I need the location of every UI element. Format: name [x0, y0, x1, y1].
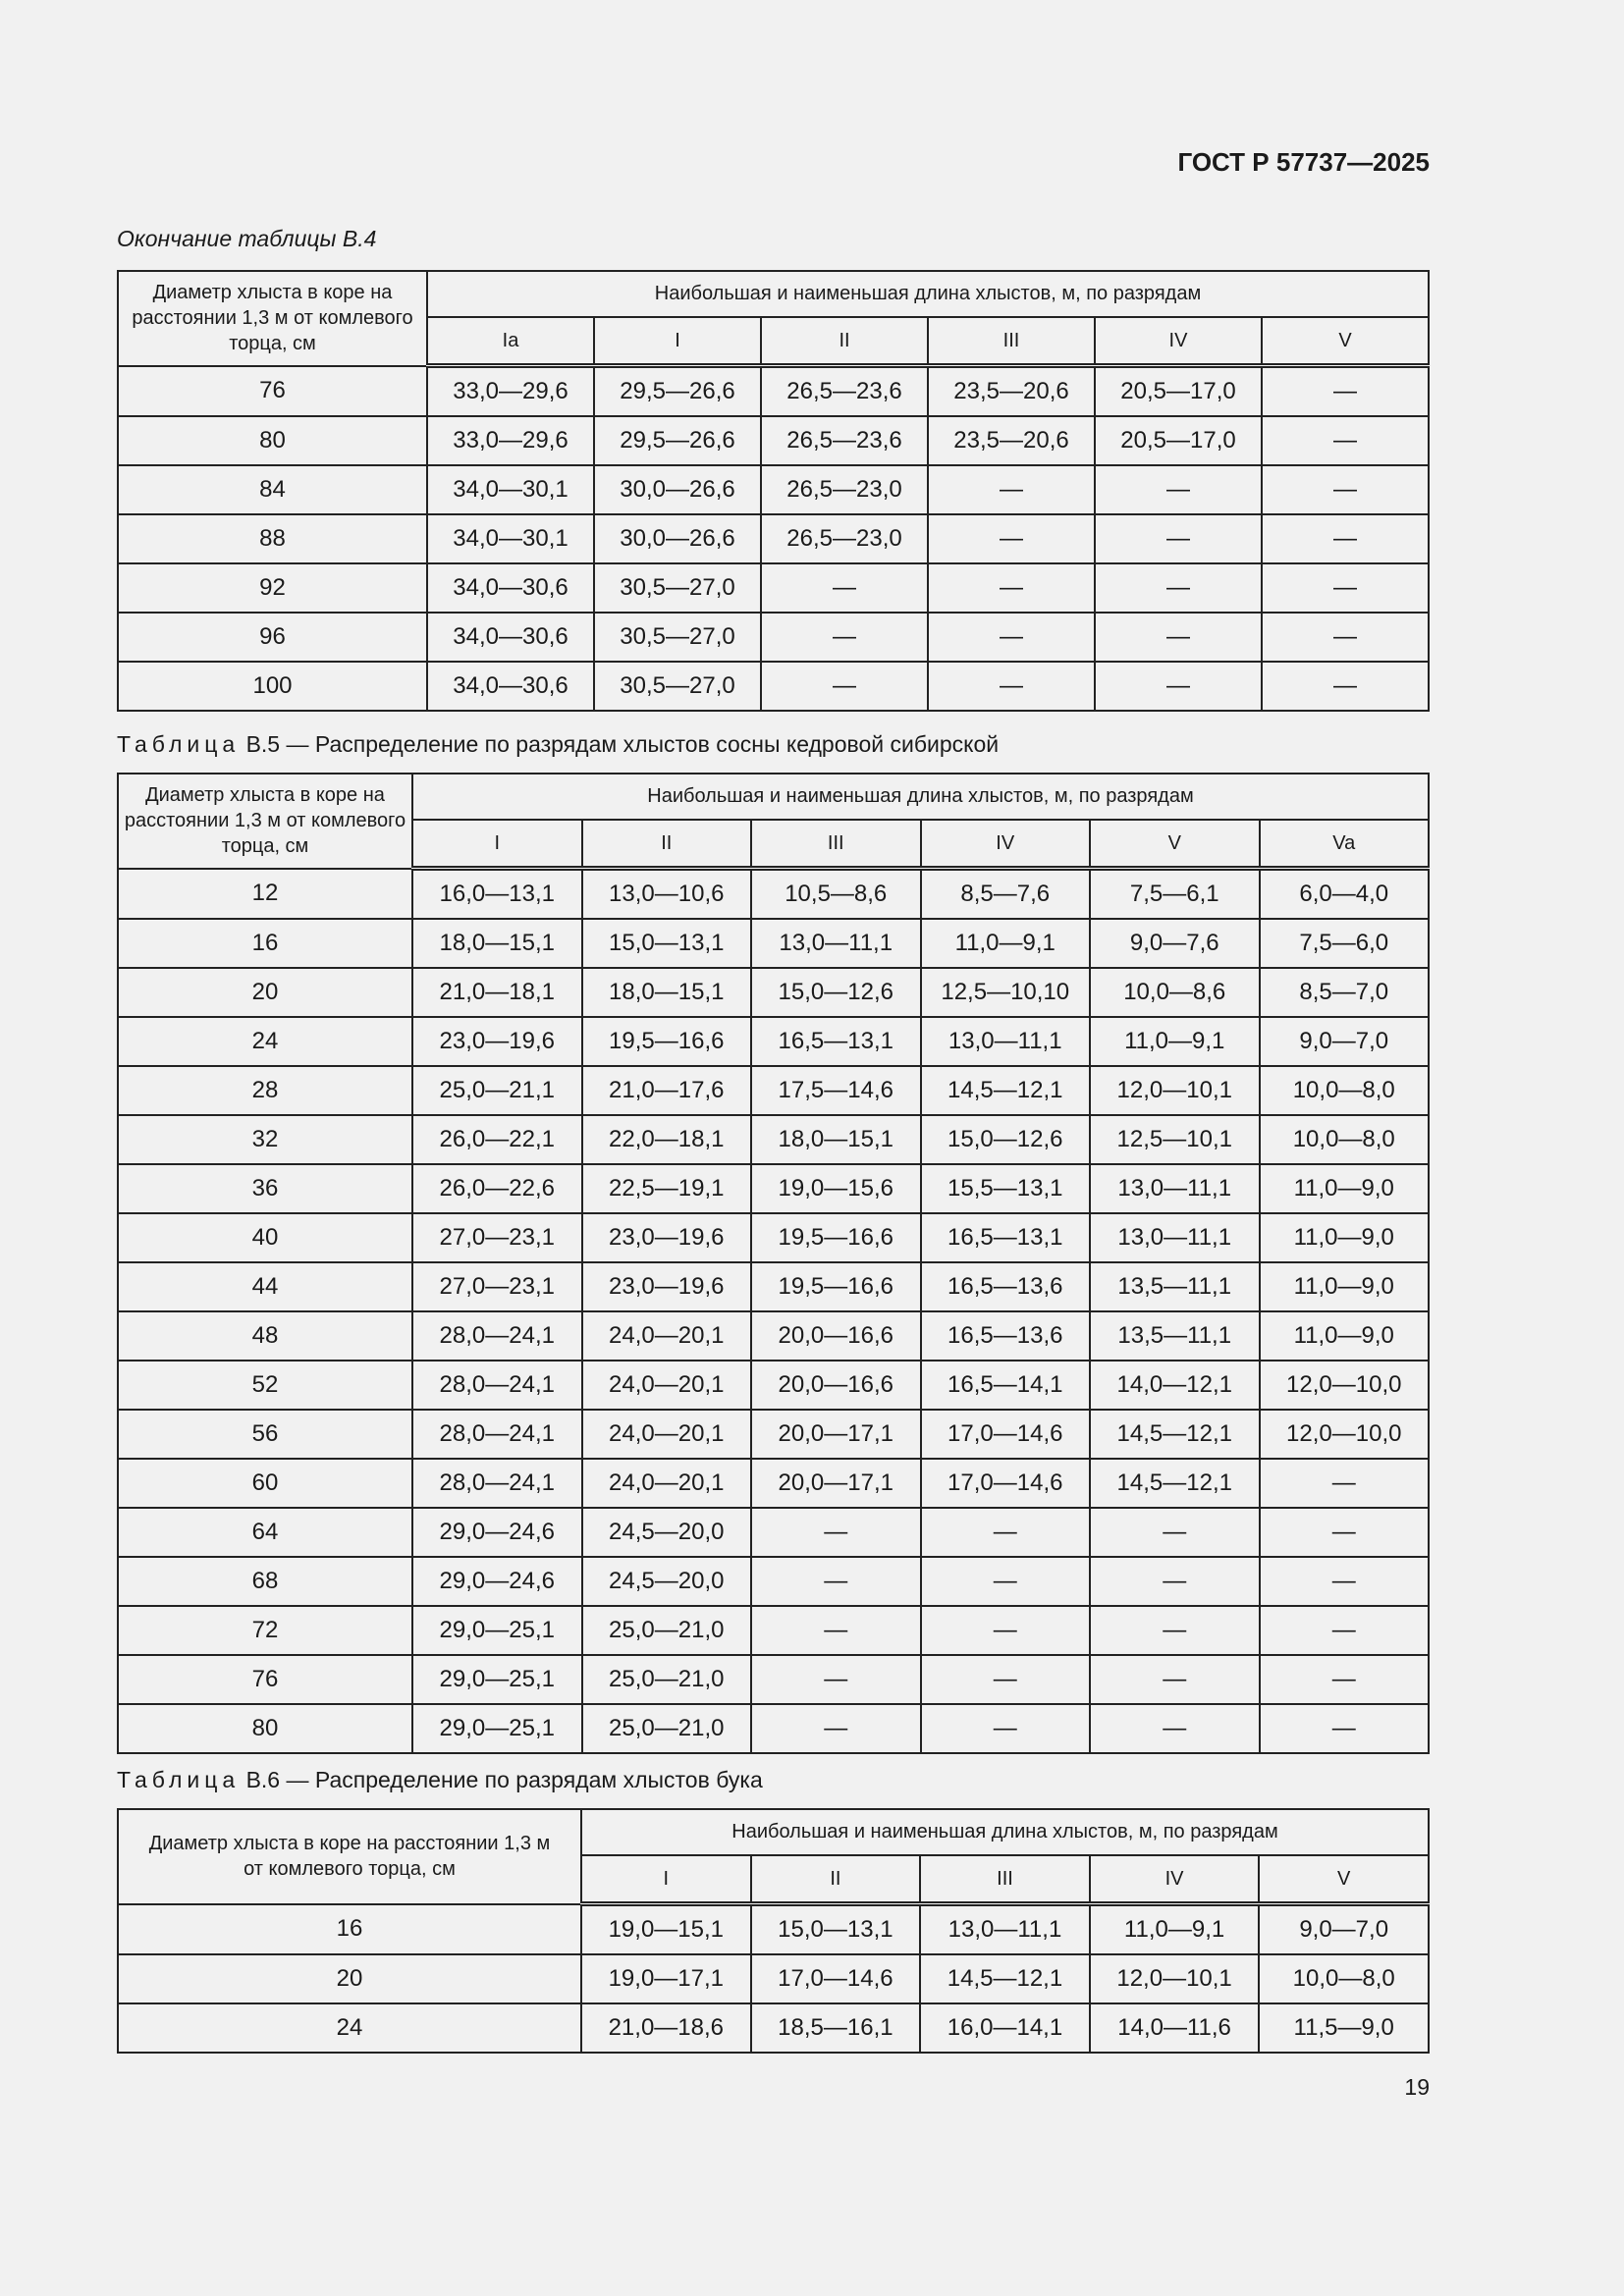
- length-range-cell: 26,5—23,0: [761, 514, 928, 563]
- length-range-cell: 19,0—15,6: [751, 1164, 921, 1213]
- diameter-cell: 64: [118, 1508, 412, 1557]
- length-range-cell: —: [1090, 1704, 1260, 1753]
- length-range-cell: 14,5—12,1: [1090, 1410, 1260, 1459]
- diameter-cell: 72: [118, 1606, 412, 1655]
- length-range-cell: 7,5—6,0: [1260, 919, 1430, 968]
- length-range-cell: —: [751, 1606, 921, 1655]
- length-range-cell: 11,0—9,0: [1260, 1311, 1430, 1361]
- grade-header: Va: [1260, 820, 1430, 869]
- length-range-cell: 23,5—20,6: [928, 366, 1095, 417]
- length-range-cell: 29,0—24,6: [412, 1557, 582, 1606]
- diameter-cell: 76: [118, 366, 427, 417]
- length-range-cell: —: [1262, 416, 1429, 465]
- length-range-cell: 26,5—23,6: [761, 366, 928, 417]
- length-range-cell: 26,0—22,1: [412, 1115, 582, 1164]
- length-range-cell: 24,0—20,1: [582, 1410, 752, 1459]
- length-range-cell: 27,0—23,1: [412, 1213, 582, 1262]
- length-range-cell: 20,5—17,0: [1095, 366, 1262, 417]
- length-range-cell: 10,0—8,0: [1260, 1115, 1430, 1164]
- length-range-cell: —: [761, 563, 928, 613]
- grade-header: I: [412, 820, 582, 869]
- length-range-cell: 29,0—25,1: [412, 1606, 582, 1655]
- length-range-cell: 11,0—9,0: [1260, 1213, 1430, 1262]
- table-row: [118, 869, 1429, 920]
- diameter-cell: 36: [118, 1164, 412, 1213]
- length-range-cell: 23,0—19,6: [582, 1213, 752, 1262]
- diameter-cell: 100: [118, 662, 427, 711]
- diameter-cell: 52: [118, 1361, 412, 1410]
- table-b6-caption: [117, 1767, 763, 1793]
- length-range-cell: —: [1095, 662, 1262, 711]
- length-range-cell: —: [1262, 662, 1429, 711]
- length-span-header: Наибольшая и наименьшая длина хлыстов, м, по разрядам: [412, 774, 1429, 820]
- table-b4-caption: Окончание таблицы В.4: [117, 226, 377, 251]
- grade-header: II: [761, 317, 928, 366]
- grade-header: IV: [921, 820, 1091, 869]
- table-b4: [117, 270, 1430, 712]
- length-range-cell: 18,0—15,1: [751, 1115, 921, 1164]
- length-range-cell: 11,0—9,1: [1090, 1904, 1260, 1955]
- length-range-cell: 18,0—15,1: [582, 968, 752, 1017]
- page-number: 19: [1404, 2074, 1430, 2100]
- length-range-cell: 17,5—14,6: [751, 1066, 921, 1115]
- table-row: [118, 1361, 1429, 1410]
- length-span-header: Наибольшая и наименьшая длина хлыстов, м, по разрядам: [581, 1809, 1429, 1855]
- length-range-cell: —: [1260, 1508, 1430, 1557]
- grade-header: V: [1259, 1855, 1429, 1904]
- length-range-cell: —: [1262, 563, 1429, 613]
- length-range-cell: 11,0—9,0: [1260, 1262, 1430, 1311]
- length-range-cell: 24,0—20,1: [582, 1311, 752, 1361]
- grade-header: I: [594, 317, 761, 366]
- length-range-cell: 18,0—15,1: [412, 919, 582, 968]
- length-range-cell: 20,5—17,0: [1095, 416, 1262, 465]
- length-range-cell: 20,0—16,6: [751, 1311, 921, 1361]
- length-range-cell: 34,0—30,6: [427, 563, 594, 613]
- length-range-cell: 30,0—26,6: [594, 514, 761, 563]
- length-range-cell: —: [1260, 1655, 1430, 1704]
- length-range-cell: 30,5—27,0: [594, 613, 761, 662]
- length-range-cell: 29,0—24,6: [412, 1508, 582, 1557]
- length-range-cell: 16,0—14,1: [920, 2003, 1090, 2053]
- length-range-cell: 16,5—13,6: [921, 1311, 1091, 1361]
- length-range-cell: 14,0—12,1: [1090, 1361, 1260, 1410]
- grade-header: III: [920, 1855, 1090, 1904]
- length-range-cell: —: [1262, 465, 1429, 514]
- table-row: [118, 1311, 1429, 1361]
- length-range-cell: 23,0—19,6: [412, 1017, 582, 1066]
- length-range-cell: 23,0—19,6: [582, 1262, 752, 1311]
- length-range-cell: 15,0—12,6: [921, 1115, 1091, 1164]
- length-range-cell: 11,0—9,0: [1260, 1164, 1430, 1213]
- length-range-cell: 19,0—17,1: [581, 1954, 751, 2003]
- length-range-cell: 17,0—14,6: [921, 1459, 1091, 1508]
- diameter-cell: 32: [118, 1115, 412, 1164]
- length-range-cell: —: [921, 1704, 1091, 1753]
- length-range-cell: 13,0—11,1: [1090, 1164, 1260, 1213]
- diameter-cell: 60: [118, 1459, 412, 1508]
- length-range-cell: —: [1260, 1459, 1430, 1508]
- grade-header: I: [581, 1855, 751, 1904]
- length-range-cell: 29,0—25,1: [412, 1655, 582, 1704]
- table-row: [118, 1606, 1429, 1655]
- diameter-cell: 76: [118, 1655, 412, 1704]
- length-range-cell: 28,0—24,1: [412, 1311, 582, 1361]
- diameter-cell: 28: [118, 1066, 412, 1115]
- table-row: [118, 1066, 1429, 1115]
- table-row: [118, 1262, 1429, 1311]
- caption-text: В.5 — Распределение по разрядам хлыстов сосны кедровой сибирской: [245, 731, 1000, 757]
- table-row: [118, 465, 1429, 514]
- length-range-cell: 13,0—11,1: [1090, 1213, 1260, 1262]
- length-range-cell: 26,0—22,6: [412, 1164, 582, 1213]
- grade-header: II: [751, 1855, 921, 1904]
- length-range-cell: 13,0—11,1: [921, 1017, 1091, 1066]
- length-range-cell: 12,0—10,0: [1260, 1410, 1430, 1459]
- length-range-cell: 28,0—24,1: [412, 1410, 582, 1459]
- table-row: [118, 1164, 1429, 1213]
- table-row: [118, 662, 1429, 711]
- diameter-cell: 24: [118, 2003, 581, 2053]
- length-range-cell: 26,5—23,6: [761, 416, 928, 465]
- table-row: [118, 1655, 1429, 1704]
- table-b5-caption: [117, 731, 999, 758]
- table-row: [118, 968, 1429, 1017]
- diameter-cell: 16: [118, 1904, 581, 1955]
- length-range-cell: 10,5—8,6: [751, 869, 921, 920]
- length-range-cell: 15,0—13,1: [582, 919, 752, 968]
- length-range-cell: —: [928, 662, 1095, 711]
- table-row: [118, 2003, 1429, 2053]
- table-row: [118, 416, 1429, 465]
- length-range-cell: 12,0—10,0: [1260, 1361, 1430, 1410]
- length-range-cell: 34,0—30,1: [427, 465, 594, 514]
- length-range-cell: 8,5—7,0: [1260, 968, 1430, 1017]
- length-range-cell: 18,5—16,1: [751, 2003, 921, 2053]
- length-range-cell: 24,0—20,1: [582, 1361, 752, 1410]
- grade-header: V: [1262, 317, 1429, 366]
- grade-header: IV: [1090, 1855, 1260, 1904]
- length-range-cell: 28,0—24,1: [412, 1459, 582, 1508]
- length-range-cell: 22,5—19,1: [582, 1164, 752, 1213]
- length-range-cell: 25,0—21,1: [412, 1066, 582, 1115]
- length-range-cell: —: [751, 1508, 921, 1557]
- length-range-cell: 13,0—10,6: [582, 869, 752, 920]
- length-range-cell: —: [928, 465, 1095, 514]
- diameter-cell: 92: [118, 563, 427, 613]
- length-range-cell: 17,0—14,6: [751, 1954, 921, 2003]
- table-row: [118, 1954, 1429, 2003]
- length-range-cell: 14,5—12,1: [1090, 1459, 1260, 1508]
- length-range-cell: 33,0—29,6: [427, 416, 594, 465]
- length-range-cell: 29,0—25,1: [412, 1704, 582, 1753]
- caption-label: Таблица: [117, 731, 241, 757]
- diameter-cell: 20: [118, 968, 412, 1017]
- length-range-cell: —: [761, 613, 928, 662]
- length-range-cell: —: [1095, 514, 1262, 563]
- length-range-cell: 11,0—9,1: [921, 919, 1091, 968]
- length-range-cell: 24,0—20,1: [582, 1459, 752, 1508]
- length-range-cell: 34,0—30,6: [427, 662, 594, 711]
- length-range-cell: 22,0—18,1: [582, 1115, 752, 1164]
- diameter-cell: 56: [118, 1410, 412, 1459]
- length-range-cell: 26,5—23,0: [761, 465, 928, 514]
- caption-label: Таблица: [117, 1767, 241, 1792]
- length-range-cell: —: [1090, 1508, 1260, 1557]
- length-range-cell: 27,0—23,1: [412, 1262, 582, 1311]
- length-range-cell: 21,0—18,1: [412, 968, 582, 1017]
- grade-header: IV: [1095, 317, 1262, 366]
- table-row: [118, 1115, 1429, 1164]
- table-row: [118, 919, 1429, 968]
- length-range-cell: 19,5—16,6: [751, 1213, 921, 1262]
- length-range-cell: —: [928, 563, 1095, 613]
- table-row: [118, 1508, 1429, 1557]
- length-range-cell: —: [751, 1655, 921, 1704]
- table-row: [118, 514, 1429, 563]
- length-range-cell: 17,0—14,6: [921, 1410, 1091, 1459]
- length-range-cell: —: [761, 662, 928, 711]
- length-range-cell: 20,0—16,6: [751, 1361, 921, 1410]
- diameter-cell: 80: [118, 1704, 412, 1753]
- length-range-cell: 15,0—12,6: [751, 968, 921, 1017]
- length-range-cell: 29,5—26,6: [594, 366, 761, 417]
- length-range-cell: 16,0—13,1: [412, 869, 582, 920]
- length-range-cell: 16,5—14,1: [921, 1361, 1091, 1410]
- length-range-cell: —: [921, 1508, 1091, 1557]
- length-range-cell: 9,0—7,0: [1259, 1904, 1429, 1955]
- table-row: [118, 366, 1429, 417]
- length-range-cell: —: [921, 1655, 1091, 1704]
- length-range-cell: —: [921, 1606, 1091, 1655]
- diameter-cell: 96: [118, 613, 427, 662]
- length-range-cell: —: [1262, 613, 1429, 662]
- length-range-cell: 24,5—20,0: [582, 1557, 752, 1606]
- length-range-cell: —: [1260, 1557, 1430, 1606]
- length-range-cell: 12,5—10,10: [921, 968, 1091, 1017]
- length-range-cell: 12,0—10,1: [1090, 1954, 1260, 2003]
- length-range-cell: 34,0—30,1: [427, 514, 594, 563]
- length-range-cell: 16,5—13,6: [921, 1262, 1091, 1311]
- length-range-cell: —: [1262, 366, 1429, 417]
- length-range-cell: 15,0—13,1: [751, 1904, 921, 1955]
- length-range-cell: —: [751, 1704, 921, 1753]
- length-range-cell: —: [1262, 514, 1429, 563]
- length-range-cell: 25,0—21,0: [582, 1606, 752, 1655]
- diameter-cell: 84: [118, 465, 427, 514]
- length-range-cell: 34,0—30,6: [427, 613, 594, 662]
- length-range-cell: 6,0—4,0: [1260, 869, 1430, 920]
- length-range-cell: 19,0—15,1: [581, 1904, 751, 1955]
- diameter-cell: 24: [118, 1017, 412, 1066]
- length-range-cell: 13,5—11,1: [1090, 1311, 1260, 1361]
- length-range-cell: 33,0—29,6: [427, 366, 594, 417]
- diameter-cell: 12: [118, 869, 412, 920]
- length-range-cell: 13,5—11,1: [1090, 1262, 1260, 1311]
- length-range-cell: 8,5—7,6: [921, 869, 1091, 920]
- length-range-cell: —: [1260, 1704, 1430, 1753]
- length-range-cell: —: [1095, 613, 1262, 662]
- diameter-header: Диаметр хлыста в коре на расстоянии 1,3 м от комлевого торца, см: [118, 1809, 581, 1904]
- length-range-cell: 21,0—17,6: [582, 1066, 752, 1115]
- grade-header: II: [582, 820, 752, 869]
- length-range-cell: 9,0—7,0: [1260, 1017, 1430, 1066]
- diameter-cell: 16: [118, 919, 412, 968]
- diameter-cell: 48: [118, 1311, 412, 1361]
- diameter-cell: 80: [118, 416, 427, 465]
- length-range-cell: —: [1090, 1606, 1260, 1655]
- length-range-cell: —: [928, 514, 1095, 563]
- length-range-cell: 30,0—26,6: [594, 465, 761, 514]
- length-range-cell: 19,5—16,6: [582, 1017, 752, 1066]
- diameter-header: Диаметр хлыста в коре на расстоянии 1,3 м от комлевого торца, см: [118, 271, 427, 366]
- length-range-cell: 11,5—9,0: [1259, 2003, 1429, 2053]
- length-range-cell: —: [1260, 1606, 1430, 1655]
- table-row: [118, 613, 1429, 662]
- length-range-cell: 10,0—8,0: [1260, 1066, 1430, 1115]
- length-range-cell: 14,5—12,1: [921, 1066, 1091, 1115]
- length-range-cell: —: [1090, 1557, 1260, 1606]
- diameter-cell: 20: [118, 1954, 581, 2003]
- grade-header: Ia: [427, 317, 594, 366]
- diameter-cell: 68: [118, 1557, 412, 1606]
- length-range-cell: —: [1095, 465, 1262, 514]
- length-range-cell: 29,5—26,6: [594, 416, 761, 465]
- table-row: [118, 563, 1429, 613]
- length-range-cell: —: [928, 613, 1095, 662]
- table-row: [118, 1904, 1429, 1955]
- length-range-cell: 30,5—27,0: [594, 563, 761, 613]
- length-range-cell: 15,5—13,1: [921, 1164, 1091, 1213]
- length-range-cell: 10,0—8,0: [1259, 1954, 1429, 2003]
- grade-header: III: [751, 820, 921, 869]
- length-range-cell: 16,5—13,1: [921, 1213, 1091, 1262]
- table-row: [118, 1459, 1429, 1508]
- length-range-cell: 14,0—11,6: [1090, 2003, 1260, 2053]
- grade-header: V: [1090, 820, 1260, 869]
- length-range-cell: 13,0—11,1: [751, 919, 921, 968]
- length-range-cell: 24,5—20,0: [582, 1508, 752, 1557]
- length-range-cell: 9,0—7,6: [1090, 919, 1260, 968]
- length-range-cell: 25,0—21,0: [582, 1655, 752, 1704]
- length-range-cell: 19,5—16,6: [751, 1262, 921, 1311]
- length-range-cell: —: [1090, 1655, 1260, 1704]
- table-b5: [117, 773, 1430, 1754]
- table-b6: [117, 1808, 1430, 2054]
- length-range-cell: 10,0—8,6: [1090, 968, 1260, 1017]
- grade-header: III: [928, 317, 1095, 366]
- length-range-cell: 23,5—20,6: [928, 416, 1095, 465]
- table-row: [118, 1017, 1429, 1066]
- length-range-cell: 12,5—10,1: [1090, 1115, 1260, 1164]
- table-row: [118, 1704, 1429, 1753]
- diameter-cell: 40: [118, 1213, 412, 1262]
- table-row: [118, 1557, 1429, 1606]
- diameter-cell: 44: [118, 1262, 412, 1311]
- caption-text: В.6 — Распределение по разрядам хлыстов бука: [245, 1767, 763, 1792]
- length-range-cell: 7,5—6,1: [1090, 869, 1260, 920]
- length-span-header: Наибольшая и наименьшая длина хлыстов, м, по разрядам: [427, 271, 1429, 317]
- length-range-cell: —: [751, 1557, 921, 1606]
- length-range-cell: —: [1095, 563, 1262, 613]
- length-range-cell: 25,0—21,0: [582, 1704, 752, 1753]
- standard-code: ГОСТ Р 57737—2025: [1177, 147, 1430, 177]
- length-range-cell: 12,0—10,1: [1090, 1066, 1260, 1115]
- length-range-cell: 11,0—9,1: [1090, 1017, 1260, 1066]
- diameter-cell: 88: [118, 514, 427, 563]
- table-row: [118, 1410, 1429, 1459]
- length-range-cell: 13,0—11,1: [920, 1904, 1090, 1955]
- length-range-cell: 30,5—27,0: [594, 662, 761, 711]
- length-range-cell: 28,0—24,1: [412, 1361, 582, 1410]
- length-range-cell: 14,5—12,1: [920, 1954, 1090, 2003]
- length-range-cell: —: [921, 1557, 1091, 1606]
- length-range-cell: 16,5—13,1: [751, 1017, 921, 1066]
- length-range-cell: 20,0—17,1: [751, 1410, 921, 1459]
- table-row: [118, 1213, 1429, 1262]
- length-range-cell: 21,0—18,6: [581, 2003, 751, 2053]
- diameter-header: Диаметр хлыста в коре на расстоянии 1,3 м от комлевого торца, см: [118, 774, 412, 869]
- length-range-cell: 20,0—17,1: [751, 1459, 921, 1508]
